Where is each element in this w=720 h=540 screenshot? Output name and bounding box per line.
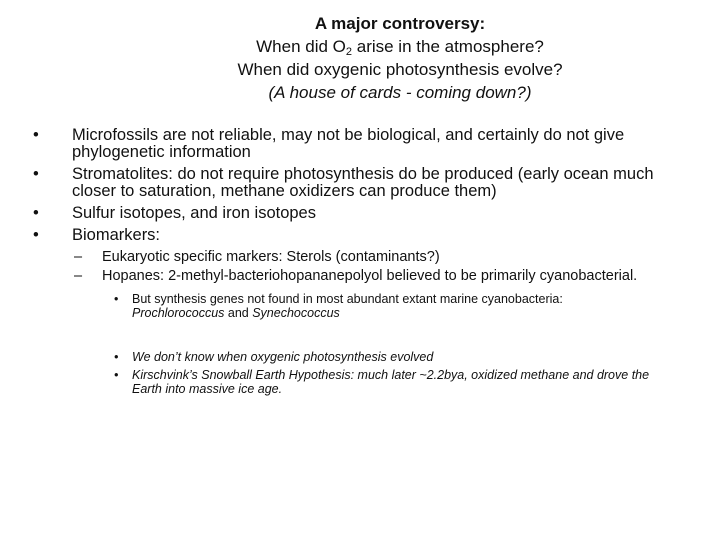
sub-item-text: Hopanes: 2-methyl-bacteriohopananepolyol believed to be primarily cyanobacterial. (102, 268, 638, 284)
genus-synechococcus: Synechococcus (252, 306, 340, 320)
sub-bullet-list (72, 250, 658, 396)
bullet-icon: • (114, 368, 119, 382)
title-line-2-post: arise in the atmosphere? (352, 37, 544, 56)
title-line-2 (0, 35, 720, 58)
bullet-icon: • (114, 350, 119, 364)
dash-icon: – (74, 268, 83, 284)
sub-item-hopanes (72, 269, 658, 396)
dash-icon: – (74, 249, 83, 265)
bullet-icon: • (33, 126, 39, 144)
genus-prochlorococcus: Prochlorococcus (132, 306, 225, 320)
bullet-item-microfossils (0, 127, 720, 161)
sub-item-sterols (72, 250, 658, 265)
final-item-unknown (102, 350, 658, 364)
title-line-4: (A house of cards - coming down?) (268, 83, 532, 102)
sub-item-text: Eukaryotic specific markers: Sterols (contaminants?) (102, 249, 440, 265)
bullet-text: Biomarkers: (72, 226, 161, 244)
slide-title (0, 12, 720, 104)
title-line-2-sub: 2 (345, 46, 353, 58)
bullet-text: Stromatolites: do not require photosynthesis do be produced (early ocean much closer to saturation, methane oxidizers can produce them) (72, 165, 654, 200)
subsub-text: But synthesis genes not found in most abundant extant marine cyanobacteria: (132, 292, 563, 306)
bullet-text: Sulfur isotopes, and iron isotopes (72, 204, 316, 222)
title-line-1: A major controversy: (314, 14, 486, 33)
bullet-item-biomarkers (0, 227, 720, 396)
final-text: We don’t know when oxygenic photosynthesis evolved (132, 350, 434, 364)
final-text: Kirschvink’s Snowball Earth Hypothesis: much later ~2.2bya, oxidized methane and drove the Earth into massive ice age. (132, 368, 650, 396)
final-item-snowball-earth (102, 368, 658, 396)
bullet-item-stromatolites (0, 166, 720, 200)
final-bullet-list (102, 350, 658, 396)
bullet-icon: • (33, 226, 39, 244)
bullet-list (0, 127, 720, 401)
subsub-bullet-list (102, 292, 658, 320)
bullet-icon: • (33, 204, 39, 222)
title-line-3: When did oxygenic photosynthesis evolve? (237, 60, 563, 79)
bullet-icon: • (114, 292, 119, 306)
subsub-item-synthesis-genes (102, 292, 658, 320)
subsub-and: and (224, 306, 253, 320)
bullet-icon: • (33, 165, 39, 183)
bullet-text: Microfossils are not reliable, may not be biological, and certainly do not give phylogenetic information (72, 126, 625, 161)
bullet-item-isotopes (0, 205, 720, 222)
title-line-2-pre: When did O (256, 37, 346, 56)
